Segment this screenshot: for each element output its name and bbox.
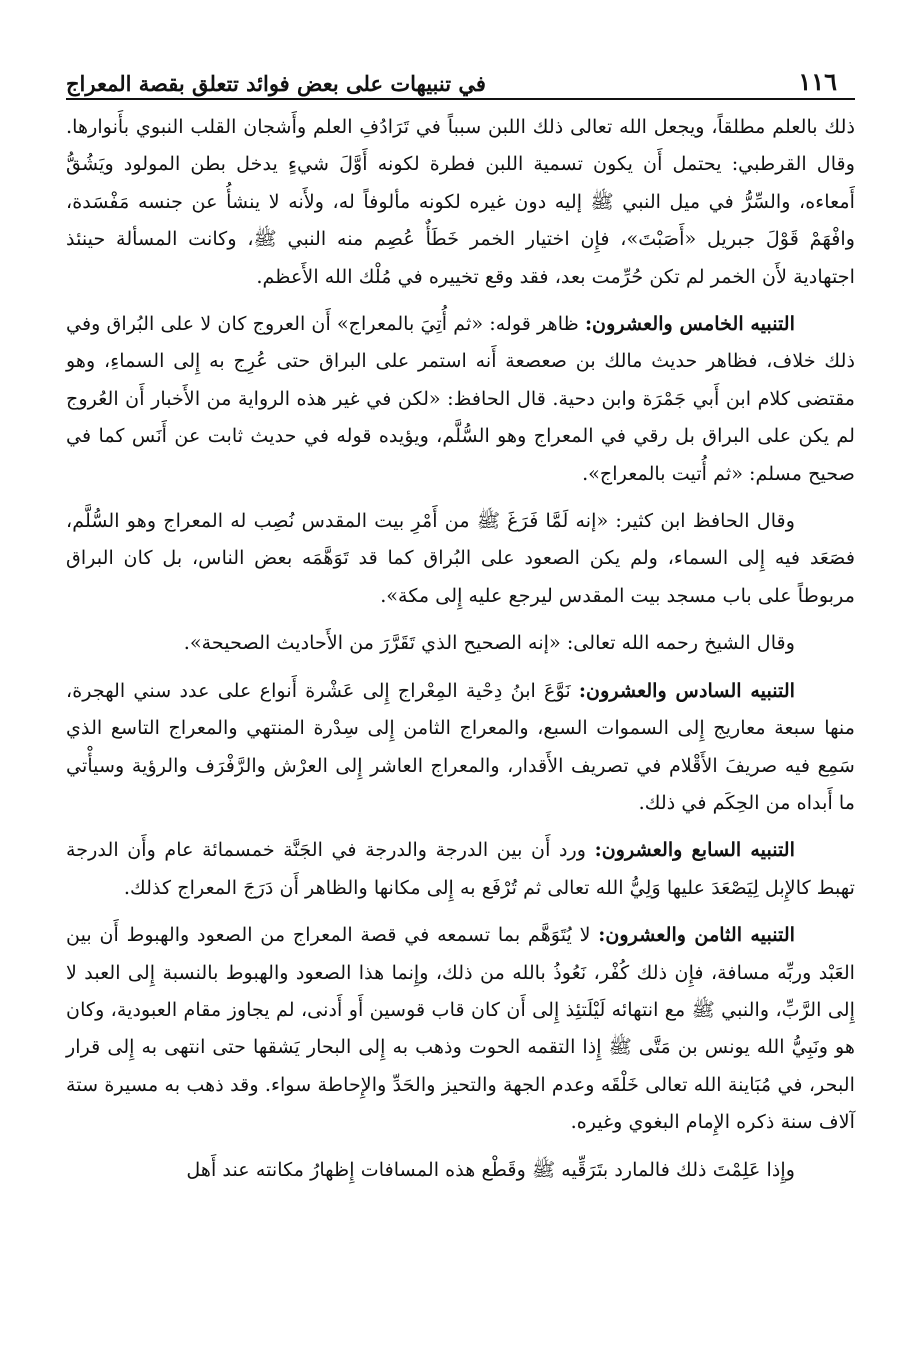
paragraph: [66, 1151, 855, 1188]
running-title: في تنبيهات على بعض فوائد تتعلق بقصة المعراج: [66, 71, 486, 96]
paragraph-text: نَوَّعَ ابنُ دِحْية المِعْراج إِلى عَشْرة أَنواع على عدد سني الهجرة، منها سبعة معاريج إِلى السموات السبع، والمعراج الثامن إِلى سِدْرة المنتهي والمعراج التاسع الذي سَمِع فيه صريفَ الأَقْلام في تصريف الأَقدار، والمعراج العاشر إِلى العرْش والرَّفْرَف والرؤية وسيأْتي ما أَبداه من الحِكَم في ذلك.: [66, 678, 855, 814]
paragraph: [66, 831, 855, 906]
paragraph: [66, 916, 855, 1140]
section-heading: التنبيه السادس والعشرون:: [578, 678, 796, 702]
page-body: [66, 108, 855, 1188]
page-header: [66, 56, 855, 96]
paragraph-text: ظاهر قوله: «ثم أُتِيَ بالمعراج» أَن العروج كان لا على البُراق وفي ذلك خلاف، فظاهر حديث مالك بن صعصعة أَنه استمر على البراق حتى عُرِج به إِلى السماءِ، وهو مقتضى كلام ابن أَبي جَمْرَة وابن دحية. قال الحافظ: «لكن في غير هذه الرواية من الأَخبار أَن العُروج لم يكن على البراق بل رقي في المعراج وهو السُّلَّم، ويؤيده قوله في حديث ثابت عن أَنَس كما في صحيح مسلم: «ثم أُتيت بالمعراج».: [66, 312, 855, 485]
paragraph-text: لا يُتَوَهَّم بما تسمعه في قصة المعراج من الصعود والهبوط أَن بين العَبْد وربِّه مسافة، فإِن ذلك كُفْر، نَعُوذُ بالله من ذلك، وإِنما هذا الصعود والهبوط بالنسبة إِلى العبد لا إِلى الرَّبِّ، والنبي ﷺ مع انتهائه لَيْلَتئِذ إِلى أَن كان قاب قوسين أَو أَدنى، لم يجاوز مقام العبودية، وكان هو ونَبِيُّ الله يونس بن مَتَّى ﷺ إِذا التقمه الحوت وذهب به إِلى البحار يَشقها حتى انتهى به إِلى قرار البحر، في مُبَاينة الله تعالى خَلْقَه وعدم الجهة والتحيز والحَدِّ والإِحاطة سواء. وقد ذهب به مسيرة ستة آلاف سنة ذكره الإِمام البغوي وغيره.: [66, 923, 855, 1134]
paragraph-text: ورد أَن بين الدرجة والدرجة في الجَنَّة خمسمائة عام وأَن الدرجة تهبط كالإِبل لِيَصْعَدَ عليها وَلِيُّ الله تعالى ثم تُرْفَع به إِلى مكانها والظاهر أَن دَرَجَ المعراج كذلك.: [66, 838, 855, 899]
header-rule: [66, 98, 855, 100]
paragraph: [66, 305, 855, 492]
paragraph-text: ذلك بالعلم مطلقاً، ويجعل الله تعالى ذلك اللبن سبباً في تَرَادُفِ العلم وأَشجان القلب النبوي بأَنوارها. وقال القرطبي: يحتمل أَن يكون تسمية اللبن فطرة لكونه أَوَّلَ شيءٍ يدخل بطن المولود ويَشُقُّ أَمعاءه، والسِّرُّ في ميل النبي ﷺ إليه دون غيره لكونه مألوفاً له، ولأَنه لا ينشأُ عن جنسه مَفْسَدة، وافْهَمْ قَوْلَ جبريل «أَصَبْتَ»، فإِن اختيار الخمر خَطَأٌ عُصِم منه النبي ﷺ، وكانت المسألة حينئذ اجتهادية لأَن الخمر لم تكن حُرِّمت بعد، فقد وقع تخييره في مُلْك الله الأَعظم.: [66, 115, 855, 288]
section-heading: التنبيه السابع والعشرون:: [594, 838, 795, 862]
paragraph-text: وقال الشيخ رحمه الله تعالى: «إنه الصحيح الذي تَقَرَّرَ من الأَحاديث الصحيحة».: [183, 631, 795, 655]
paragraph: [66, 672, 855, 822]
section-heading: التنبيه الخامس والعشرون:: [584, 312, 795, 336]
page-number: ١١٦: [798, 67, 837, 96]
paragraph-text: وقال الحافظ ابن كثير: «إنه لَمَّا فَرَغَ ﷺ من أَمْرِ بيت المقدس نُصِب له المعراج وهو السُّلَّم، فصَعَد فيه إِلى السماء، ولم يكن الصعود على البُراق كما قد تَوَهَّمَه بعض الناس، بل كان البراق مربوطاً على باب مسجد بيت المقدس ليرجع عليه إِلى مكة».: [66, 509, 855, 607]
paragraph-text: وإِذا عَلِمْتَ ذلك فالمارد بتَرَقِّيه ﷺ وقَطْع هذه المسافات إِظهارُ مكانته عند أَهل: [186, 1157, 795, 1181]
section-heading: التنبيه الثامن والعشرون:: [598, 923, 795, 947]
paragraph: [66, 624, 855, 661]
paragraph: [66, 108, 855, 295]
paragraph: [66, 502, 855, 614]
